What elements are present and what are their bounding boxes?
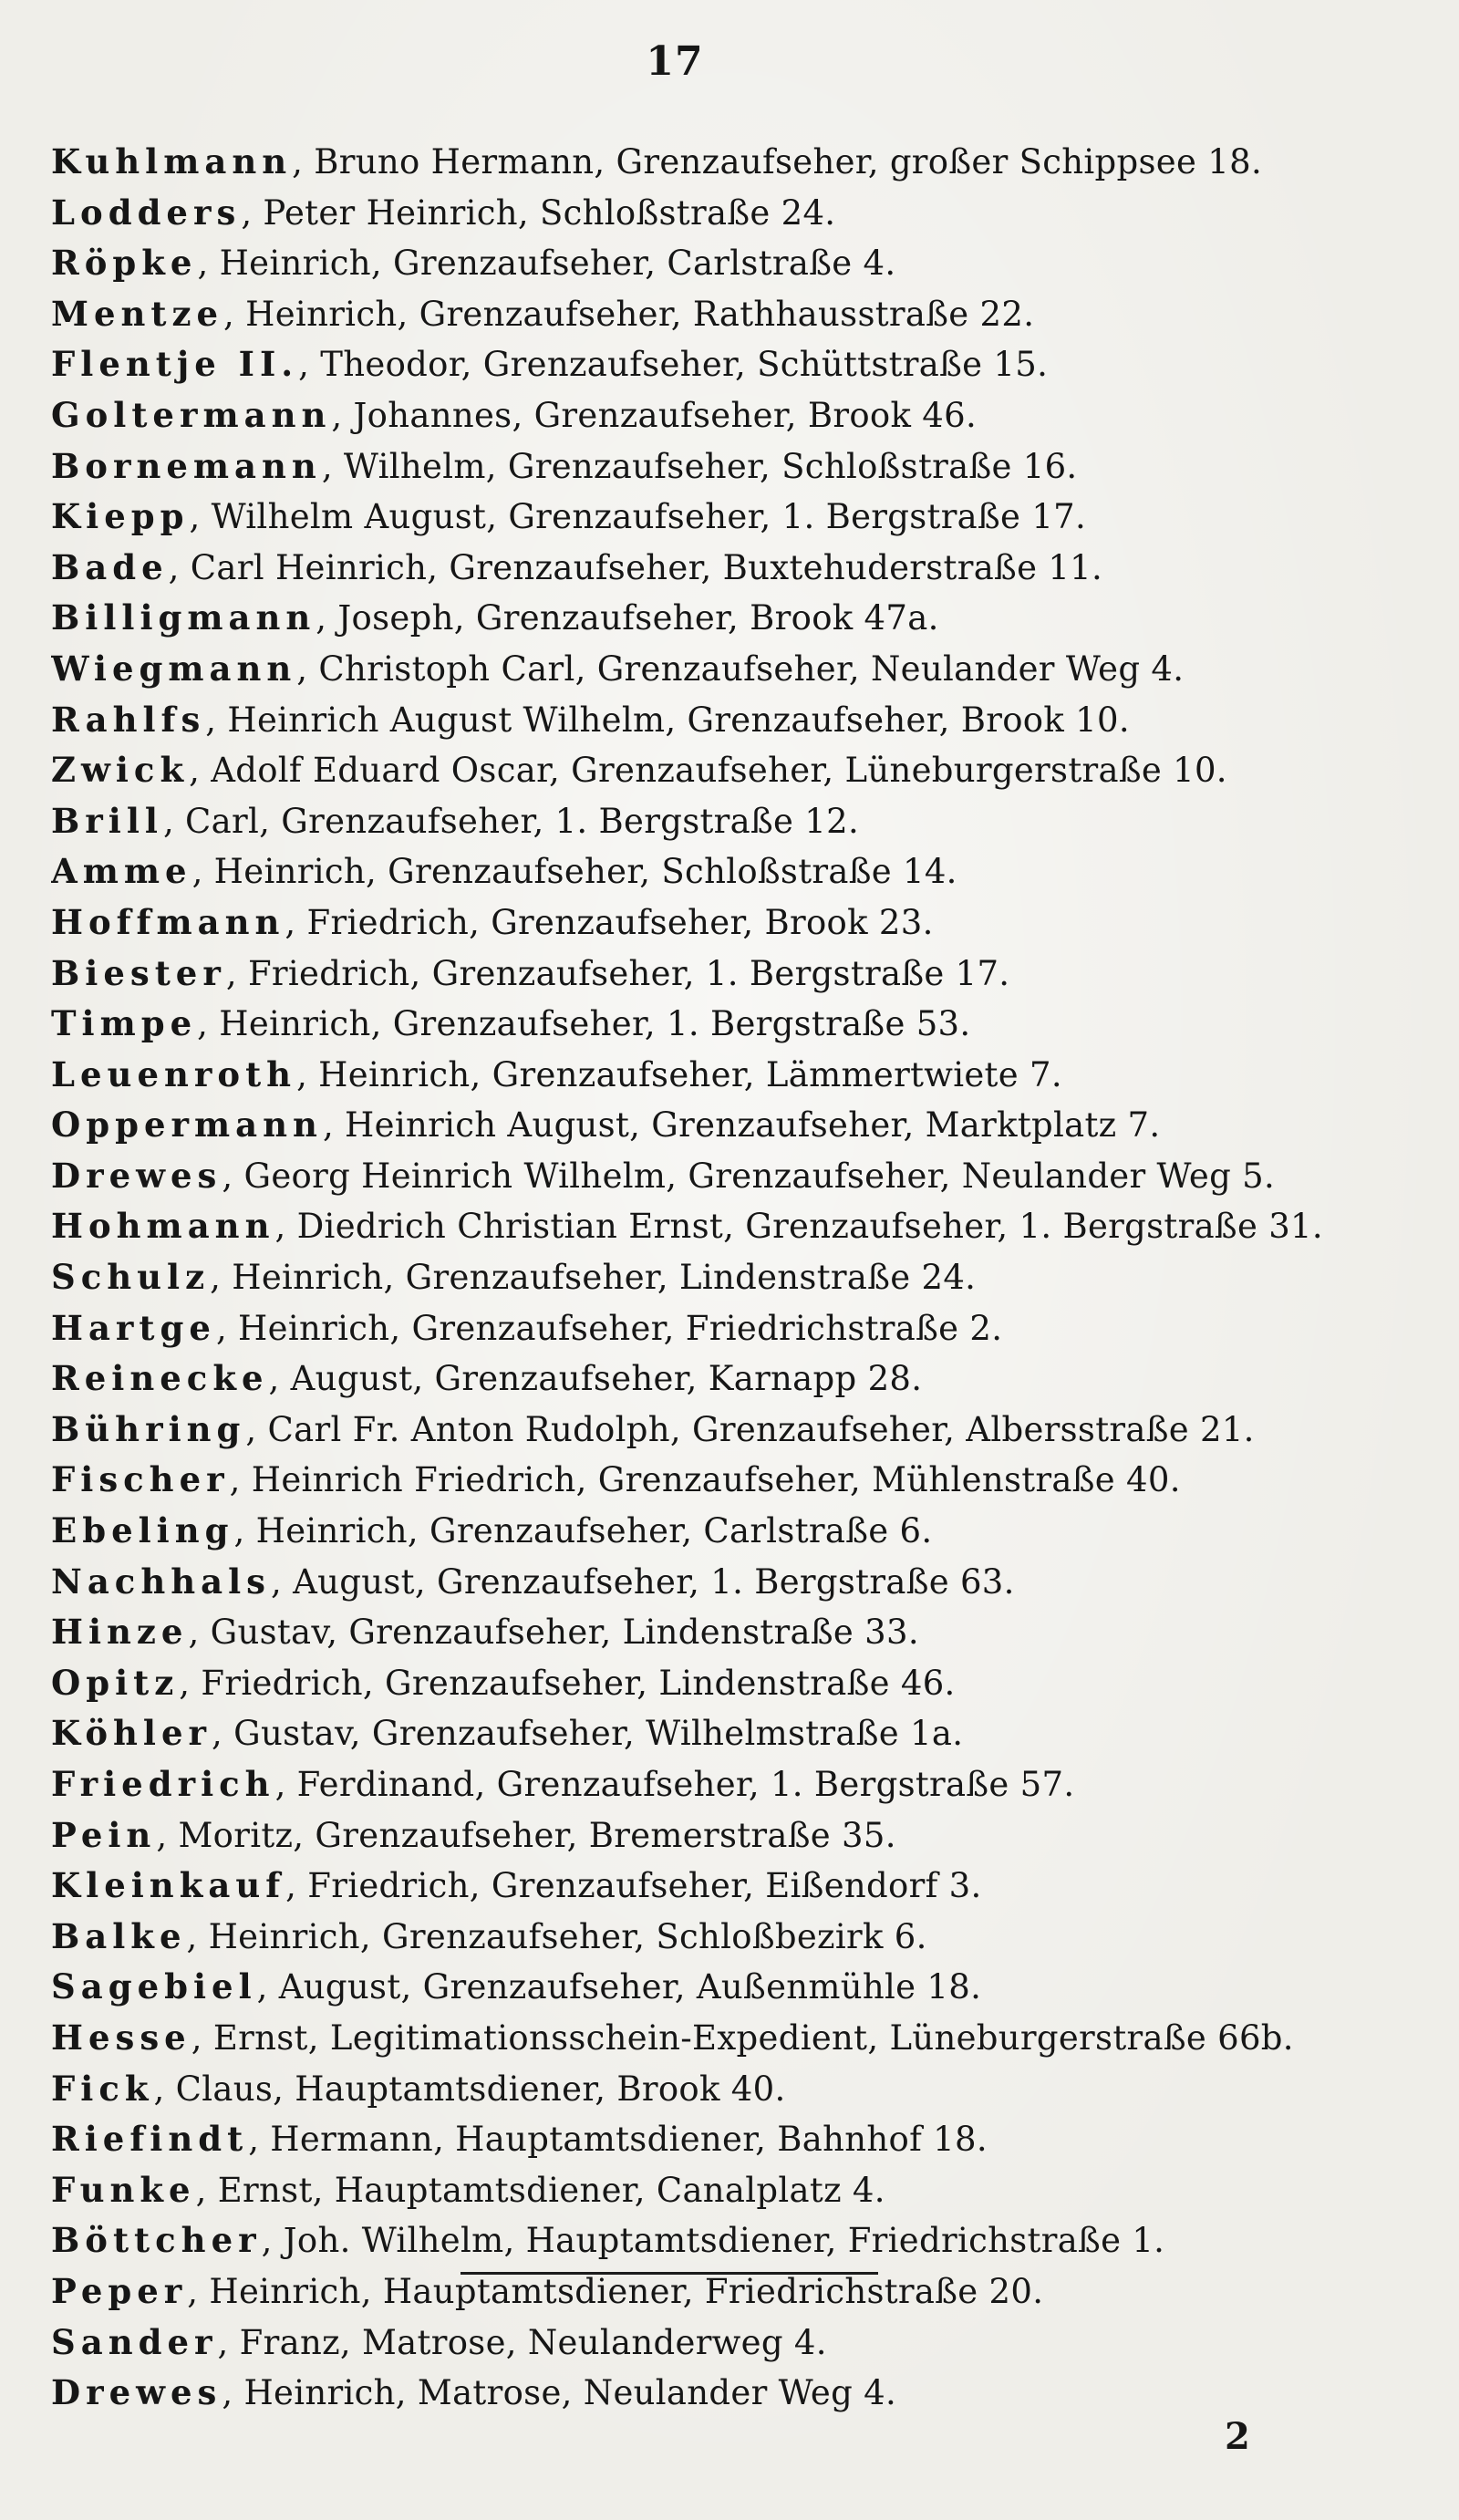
entry-surname: Rahlfs — [51, 699, 206, 740]
entry-surname: Zwick — [51, 750, 190, 791]
list-item — [51, 289, 1401, 340]
sheet-number: 2 — [1225, 2415, 1250, 2458]
entry-details: , Heinrich, Grenzaufseher, Rathhausstraße 22. — [223, 294, 1035, 334]
list-item — [51, 695, 1401, 746]
entry-surname: Goltermann — [51, 394, 332, 435]
entry-details: , Carl Fr. Anton Rudolph, Grenzaufseher, Albersstraße 21. — [245, 1409, 1255, 1449]
entry-surname: Hohmann — [51, 1206, 275, 1247]
list-item — [51, 2013, 1401, 2064]
entry-details: , Gustav, Grenzaufseher, Wilhelmstraße 1a. — [212, 1714, 964, 1754]
entry-surname: Flentje II. — [51, 344, 299, 385]
entry-details: , Joh. Wilhelm, Hauptamtsdiener, Friedrichstraße 1. — [261, 2221, 1165, 2261]
entry-surname: Fischer — [51, 1459, 230, 1500]
entry-surname: Peper — [51, 2270, 188, 2311]
entry-details: , Joseph, Grenzaufseher, Brook 47a. — [316, 598, 939, 638]
list-item — [51, 1405, 1401, 1456]
entry-surname: Ebeling — [51, 1510, 234, 1551]
entry-surname: Schulz — [51, 1257, 211, 1298]
entry-details: , Gustav, Grenzaufseher, Lindenstraße 33. — [188, 1613, 919, 1653]
entry-details: , Ferdinand, Grenzaufseher, 1. Bergstraße 57. — [274, 1765, 1075, 1804]
entry-details: , Diedrich Christian Ernst, Grenzaufseher, 1. Bergstraße 31. — [274, 1207, 1323, 1247]
list-item — [51, 745, 1401, 796]
entry-details: , Heinrich, Grenzaufseher, Schloßstraße 14. — [191, 852, 957, 892]
entry-surname: Bühring — [51, 1408, 246, 1449]
list-item — [51, 1708, 1401, 1759]
entry-details: , Heinrich, Hauptamtsdiener, Friedrichstraße 20. — [187, 2271, 1044, 2311]
entry-surname: Pein — [51, 1814, 157, 1855]
entry-details: , Georg Heinrich Wilhelm, Grenzaufseher, Neulander Weg 5. — [222, 1156, 1276, 1196]
list-item — [51, 2114, 1401, 2165]
entry-surname: Timpe — [51, 1003, 198, 1044]
entry-details: , Claus, Hauptamtsdiener, Brook 40. — [153, 2069, 786, 2109]
entry-details: , Christoph Carl, Grenzaufseher, Neulander Weg 4. — [296, 648, 1185, 689]
entry-surname: Fick — [51, 2068, 154, 2109]
list-item — [51, 1658, 1401, 1709]
entry-details: , Peter Heinrich, Schloßstraße 24. — [241, 192, 836, 233]
entry-surname: Hinze — [51, 1612, 189, 1653]
entry-surname: Hartge — [51, 1307, 216, 1348]
list-item — [51, 1912, 1401, 1963]
list-item — [51, 1353, 1401, 1405]
entry-surname: Biester — [51, 952, 226, 993]
list-item — [51, 2215, 1401, 2266]
list-item — [51, 1607, 1401, 1658]
entry-surname: Drewes — [51, 1155, 222, 1196]
list-item — [51, 441, 1401, 493]
list-item — [51, 339, 1401, 390]
entry-details: , Ernst, Legitimationsschein-Expedient, Lüneburgerstraße 66b. — [191, 2017, 1294, 2058]
list-item — [51, 1303, 1401, 1354]
entry-surname: Böttcher — [51, 2220, 262, 2261]
entry-details: , Moritz, Grenzaufseher, Bremerstraße 35. — [156, 1815, 896, 1855]
entry-details: , August, Grenzaufseher, 1. Bergstraße 63. — [271, 1561, 1015, 1602]
list-item — [51, 1506, 1401, 1557]
entry-surname: Drewes — [51, 2372, 222, 2413]
list-item — [51, 2368, 1401, 2419]
entry-surname: Kuhlmann — [51, 141, 293, 181]
entry-surname: Sander — [51, 2321, 218, 2362]
entry-details: , Friedrich, Grenzaufseher, 1. Bergstraße 17. — [225, 953, 1010, 993]
entry-surname: Opitz — [51, 1662, 180, 1703]
entry-surname: Leuenroth — [51, 1053, 297, 1094]
entry-surname: Riefindt — [51, 2119, 249, 2160]
entry-details: , Ernst, Hauptamtsdiener, Canalplatz 4. — [195, 2170, 885, 2210]
list-item — [51, 1151, 1401, 1202]
list-item — [51, 188, 1401, 239]
entry-details: , Heinrich, Grenzaufseher, Schloßbezirk 6. — [186, 1916, 927, 1956]
entry-details: , August, Grenzaufseher, Karnapp 28. — [268, 1359, 923, 1399]
entry-surname: Bornemann — [51, 445, 322, 486]
list-item — [51, 846, 1401, 897]
entry-surname: Oppermann — [51, 1104, 323, 1146]
list-item — [51, 999, 1401, 1050]
list-item — [51, 137, 1401, 188]
list-item — [51, 949, 1401, 1000]
entry-surname: Lodders — [51, 192, 242, 233]
entry-surname: Reinecke — [51, 1358, 269, 1399]
entry-surname: Funke — [51, 2169, 196, 2210]
list-item — [51, 1557, 1401, 1608]
entry-details: , Friedrich, Grenzaufseher, Eißendorf 3. — [285, 1866, 982, 1906]
entry-details: , August, Grenzaufseher, Außenmühle 18. — [256, 1967, 982, 2007]
entry-surname: Nachhals — [51, 1561, 271, 1602]
list-item — [51, 543, 1401, 594]
entry-details: , Heinrich, Grenzaufseher, Carlstraße 6. — [233, 1511, 933, 1551]
entry-details: , Heinrich, Grenzaufseher, 1. Bergstraße 53. — [197, 1004, 971, 1044]
entry-details: , Wilhelm August, Grenzaufseher, 1. Bergstraße 17. — [189, 497, 1087, 537]
list-item — [51, 1100, 1401, 1151]
entry-details: , Bruno Hermann, Grenzaufseher, großer Schippsee 18. — [292, 142, 1263, 181]
entry-details: , Heinrich Friedrich, Grenzaufseher, Mühlenstraße 40. — [229, 1460, 1181, 1500]
list-item — [51, 492, 1401, 543]
list-item — [51, 1861, 1401, 1912]
entry-surname: Billigmann — [51, 597, 316, 638]
entry-surname: Amme — [51, 851, 192, 892]
list-item — [51, 1201, 1401, 1252]
entry-surname: Brill — [51, 800, 163, 841]
entry-details: , Heinrich, Matrose, Neulander Weg 4. — [222, 2373, 897, 2413]
entry-surname: Köhler — [51, 1713, 212, 1754]
list-item — [51, 1455, 1401, 1506]
list-item — [51, 796, 1401, 847]
entry-surname: Mentze — [51, 293, 224, 334]
entry-surname: Röpke — [51, 243, 198, 284]
page-number: 17 — [646, 38, 704, 85]
entry-details: , Johannes, Grenzaufseher, Brook 46. — [331, 395, 978, 435]
entry-surname: Wiegmann — [51, 648, 297, 689]
list-item — [51, 644, 1401, 695]
entry-details: , Heinrich, Grenzaufseher, Carlstraße 4. — [197, 244, 896, 284]
entry-list — [51, 137, 1401, 2419]
list-item — [51, 2318, 1401, 2369]
list-item — [51, 2165, 1401, 2216]
entry-details: , Hermann, Hauptamtsdiener, Bahnhof 18. — [248, 2120, 988, 2160]
entry-details: , Adolf Eduard Oscar, Grenzaufseher, Lüneburgerstraße 10. — [189, 751, 1227, 791]
section-divider — [460, 2272, 878, 2275]
entry-details: , Heinrich, Grenzaufseher, Lämmertwiete 7. — [296, 1054, 1062, 1094]
entry-details: , Carl, Grenzaufseher, 1. Bergstraße 12. — [162, 801, 860, 841]
list-item — [51, 2064, 1401, 2115]
entry-surname: Balke — [51, 1915, 187, 1956]
entry-details: , Heinrich August, Grenzaufseher, Marktplatz 7. — [322, 1105, 1161, 1146]
entry-details: , Heinrich, Grenzaufseher, Friedrichstraße 2. — [215, 1308, 1003, 1348]
entry-details: , Theodor, Grenzaufseher, Schüttstraße 15. — [298, 345, 1049, 385]
list-item — [51, 1252, 1401, 1303]
list-item — [51, 238, 1401, 289]
entry-surname: Hesse — [51, 2017, 191, 2058]
entry-surname: Friedrich — [51, 1764, 275, 1804]
entry-details: , Carl Heinrich, Grenzaufseher, Buxtehuderstraße 11. — [168, 547, 1103, 587]
entry-details: , Franz, Matrose, Neulanderweg 4. — [217, 2322, 827, 2362]
entry-surname: Sagebiel — [51, 1966, 257, 2007]
entry-details: , Friedrich, Grenzaufseher, Lindenstraße 46. — [179, 1663, 956, 1703]
list-item — [51, 390, 1401, 441]
entry-surname: Hoffmann — [51, 901, 285, 942]
entry-surname: Bade — [51, 546, 169, 587]
list-item — [51, 1050, 1401, 1101]
entry-surname: Kleinkauf — [51, 1865, 286, 1906]
list-item — [51, 897, 1401, 949]
entry-details: , Heinrich, Grenzaufseher, Lindenstraße 24. — [210, 1258, 977, 1298]
entry-details: , Heinrich August Wilhelm, Grenzaufseher, Brook 10. — [205, 700, 1130, 740]
list-item — [51, 1810, 1401, 1861]
entry-details: , Wilhelm, Grenzaufseher, Schloßstraße 16. — [321, 446, 1078, 486]
list-item — [51, 1962, 1401, 2013]
list-item — [51, 1759, 1401, 1810]
list-item — [51, 593, 1401, 644]
entry-surname: Kiepp — [51, 496, 190, 537]
entry-details: , Friedrich, Grenzaufseher, Brook 23. — [285, 902, 934, 942]
